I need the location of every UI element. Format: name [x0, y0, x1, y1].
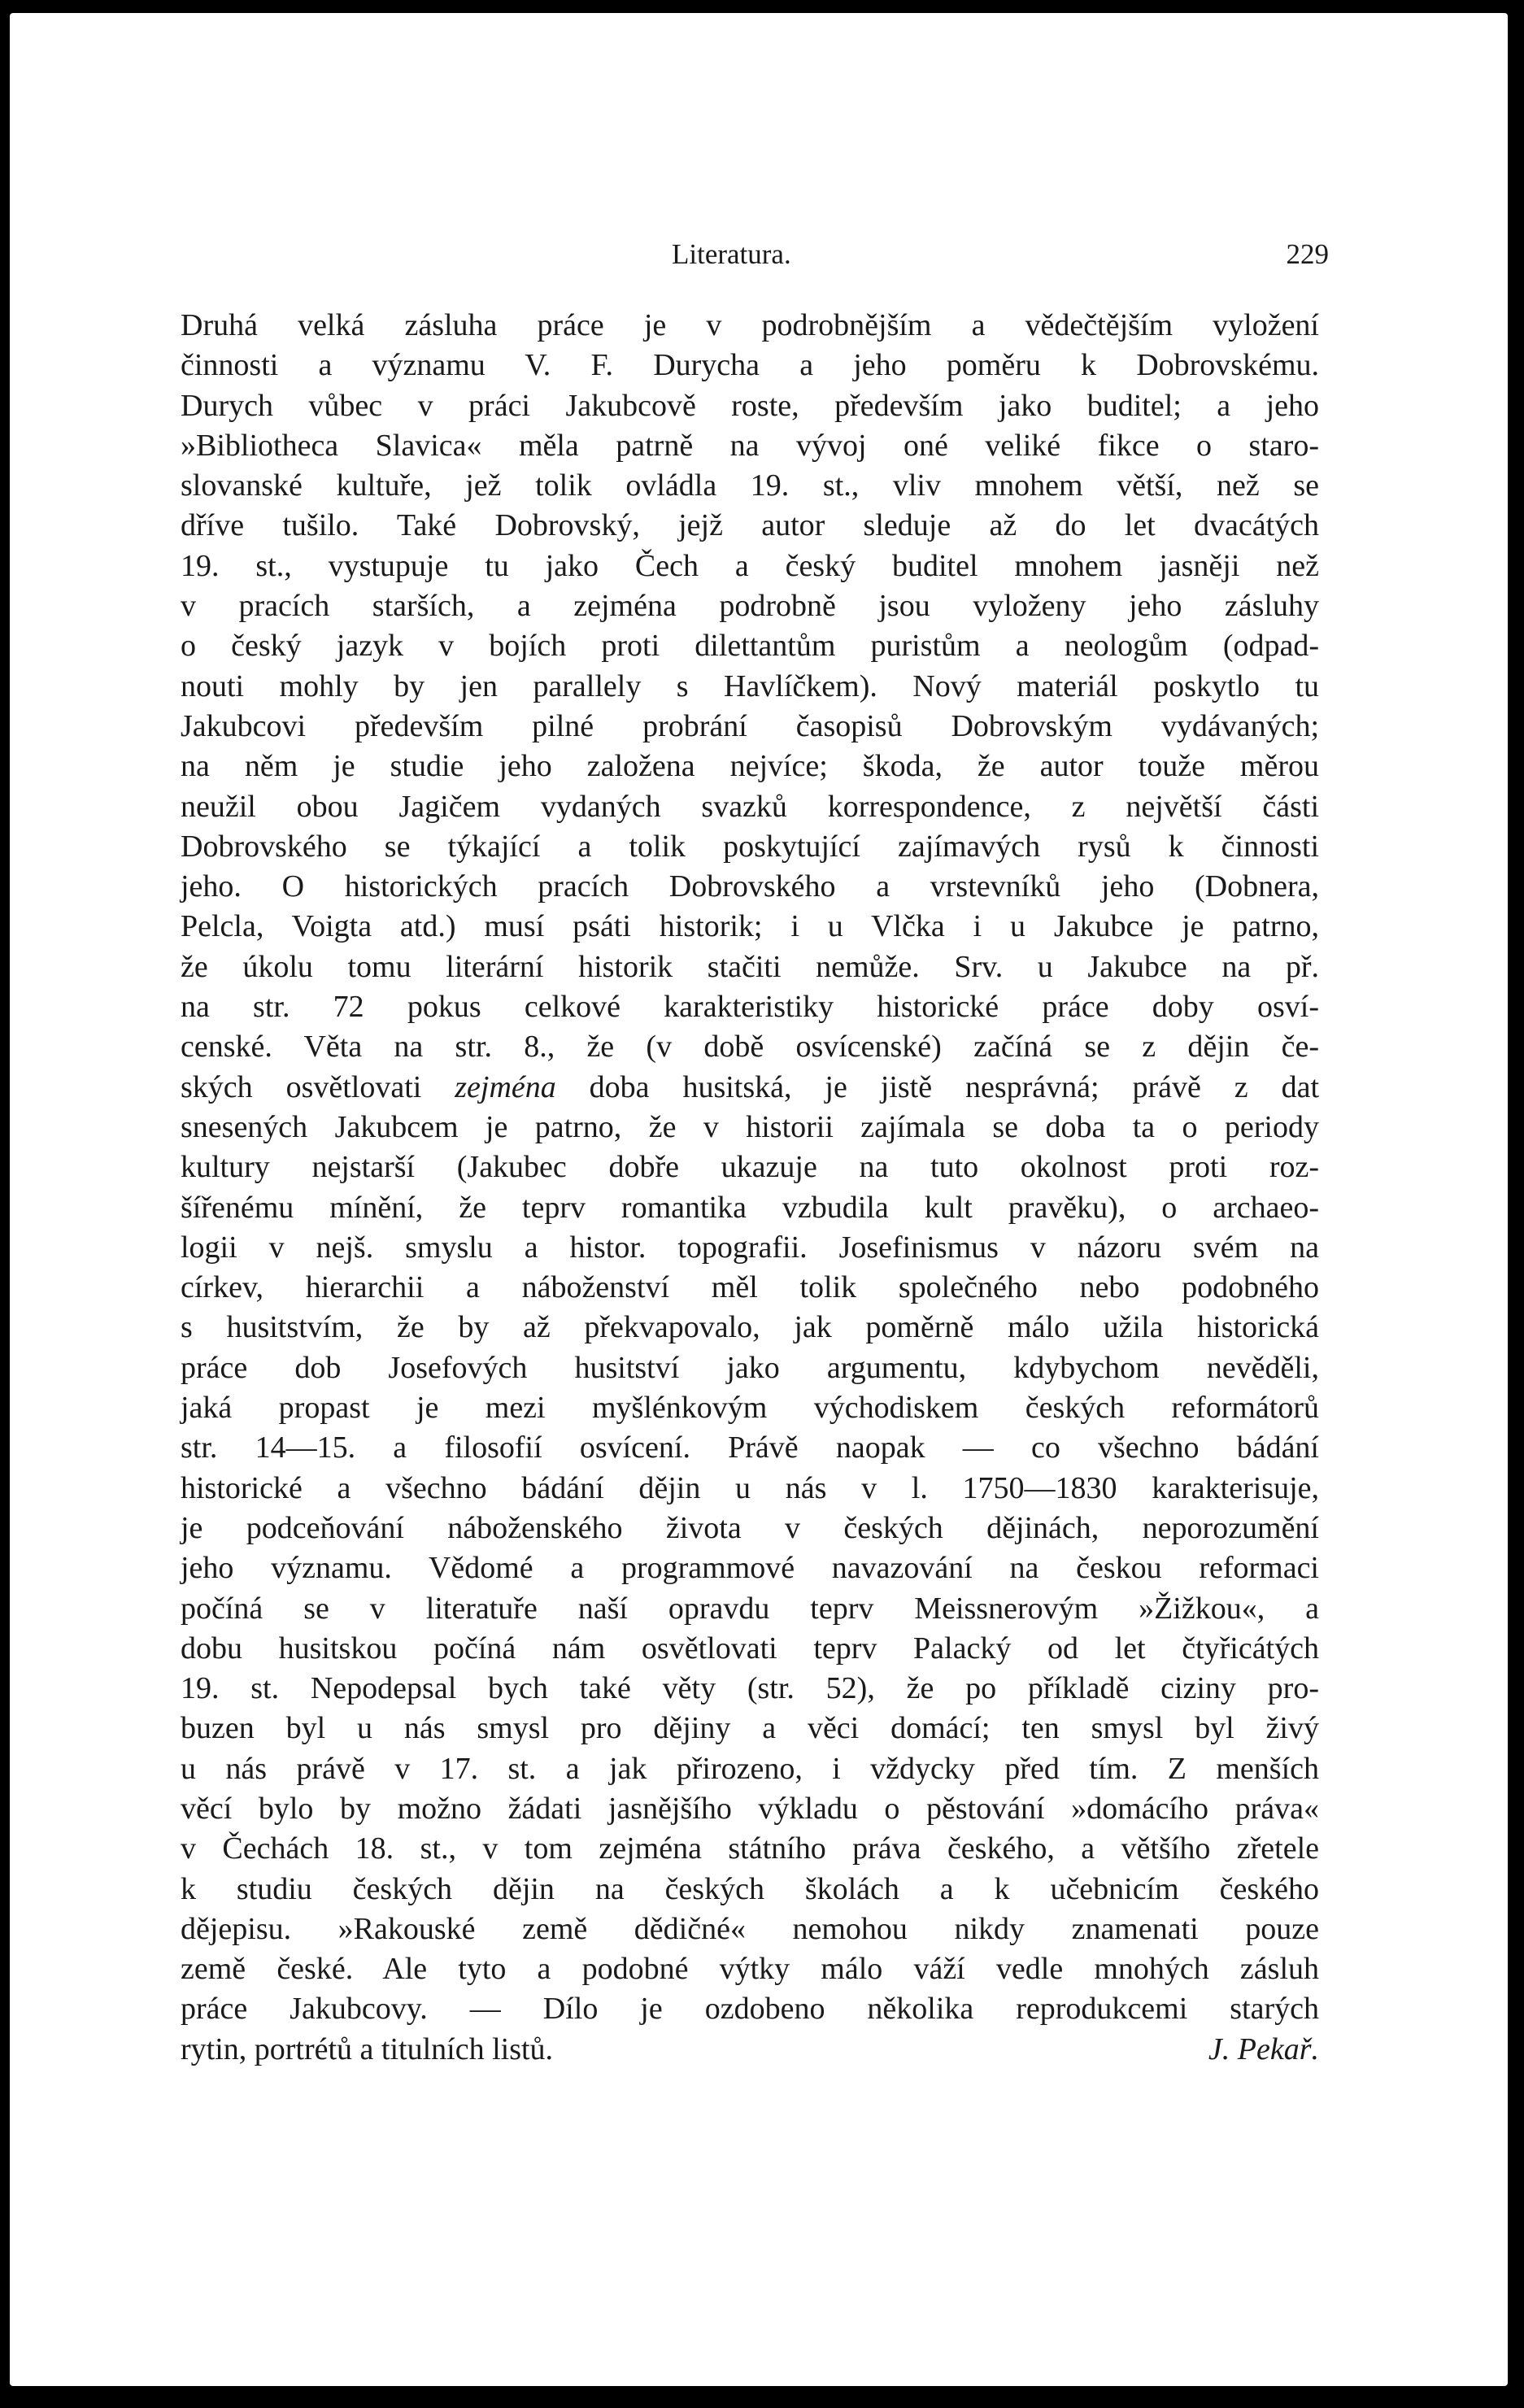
- text-line: u nás právě v 17. st. a jak přirozeno, i vždycky před tím. Z menších: [181, 1751, 1319, 1786]
- text-line: země české. Ale tyto a podobné výtky málo váží vedle mnohých zásluh: [181, 1952, 1319, 1987]
- text-line-with-emphasis: [181, 1068, 1319, 1108]
- text-line: dobu husitskou počíná nám osvětlovati teprv Palacký od let čtyřicátých: [181, 1631, 1319, 1666]
- text-line: kultury nejstarší (Jakubec dobře ukazuje na tuto okolnost proti roz-: [181, 1150, 1319, 1185]
- text-line: neužil obou Jagičem vydaných svazků korrespondence, z největší části: [181, 789, 1319, 824]
- text-line: Dobrovského se týkající a tolik poskytující zajímavých rysů k činnosti: [181, 829, 1319, 864]
- text-line: logii v nejš. smyslu a histor. topografii. Josefinismus v názoru svém na: [181, 1230, 1319, 1265]
- text-line: na něm je studie jeho založena nejvíce; škoda, že autor touže měrou: [181, 749, 1319, 784]
- text-line: jaká propast je mezi myšlénkovým východiskem českých reformátorů: [181, 1391, 1319, 1426]
- running-title: Literatura.: [672, 238, 791, 270]
- text-line: na str. 72 pokus celkové karakteristiky historické práce doby osví-: [181, 990, 1319, 1025]
- text-line: 19. st., vystupuje tu jako Čech a český buditel mnohem jasněji než: [181, 548, 1319, 583]
- text-line: práce dob Josefových husitství jako argumentu, kdybychom nevěděli,: [181, 1350, 1319, 1385]
- page-number: 229: [1286, 238, 1329, 270]
- text-line: slovanské kultuře, jež tolik ovládla 19. st., vliv mnohem větší, než se: [181, 468, 1319, 503]
- text-line: Pelcla, Voigta atd.) musí psáti historik; i u Vlčka i u Jakubce je patrno,: [181, 909, 1319, 944]
- text-line: jeho. O historických pracích Dobrovského a vrstevníků jeho (Dobnera,: [181, 869, 1319, 904]
- text-line: s husitstvím, že by až překvapovalo, jak poměrně málo užila historická: [181, 1310, 1319, 1345]
- text-line: 19. st. Nepodepsal bych také věty (str. 52), že po příkladě ciziny pro-: [181, 1671, 1319, 1706]
- text-line: v pracích starších, a zejména podrobně jsou vyloženy jeho zásluhy: [181, 589, 1319, 624]
- text-line: censké. Věta na str. 8., že (v době osvícenské) začíná se z dějin če-: [181, 1030, 1319, 1065]
- text-line: o český jazyk v bojích proti dilettantům puristům a neologům (odpad-: [181, 629, 1319, 664]
- text-line: je podceňování náboženského života v českých dějinách, neporozumění: [181, 1510, 1319, 1545]
- text-line: Jakubcovi především pilné probrání časopisů Dobrovským vydávaných;: [181, 708, 1319, 743]
- text-line: str. 14—15. a filosofií osvícení. Právě naopak — co všechno bádání: [181, 1430, 1319, 1465]
- text-line: historické a všechno bádání dějin u nás v l. 1750—1830 karakterisuje,: [181, 1470, 1319, 1505]
- text-line: práce Jakubcovy. — Dílo je ozdobeno několika reprodukcemi starých: [181, 1992, 1319, 2027]
- text-line: že úkolu tomu literární historik stačiti nemůže. Srv. u Jakubce na př.: [181, 949, 1319, 984]
- text-line: počíná se v literatuře naší opravdu teprv Meissnerovým »Žižkou«, a: [181, 1591, 1319, 1626]
- text-line: v Čechách 18. st., v tom zejména státního práva českého, a většího zřetele: [181, 1831, 1319, 1866]
- text-line: nouti mohly by jen parallely s Havlíčkem). Nový materiál poskytlo tu: [181, 668, 1319, 703]
- text-line: dějepisu. »Rakouské země dědičné« nemohou nikdy znamenati pouze: [181, 1911, 1319, 1946]
- author-signature: J. Pekař.: [1208, 2031, 1319, 2066]
- text-line: církev, hierarchii a náboženství měl tolik společného nebo podobného: [181, 1270, 1319, 1305]
- final-line: [181, 2030, 1319, 2070]
- text-line: činnosti a významu V. F. Durycha a jeho poměru k Dobrovskému.: [181, 348, 1319, 383]
- text-line: k studiu českých dějin na českých školách a k učebnicím českého: [181, 1871, 1319, 1906]
- text-line: Druhá velká zásluha práce je v podrobnějším a vědečtějším vyložení: [181, 308, 1319, 342]
- text-segment: doba husitská, je jistě nesprávná; právě z dat: [555, 1069, 1320, 1104]
- text-line: Durych vůbec v práci Jakubcově roste, především jako buditel; a jeho: [181, 388, 1319, 423]
- text-line: dříve tušilo. Také Dobrovský, jejž autor sleduje až do let dvacátých: [181, 508, 1319, 543]
- text-line: šířenému mínění, že teprv romantika vzbudila kult pravěku), o archaeo-: [181, 1190, 1319, 1225]
- text-segment: ských osvětlovati: [181, 1069, 455, 1104]
- emphasis-zejmena: zejména: [455, 1069, 556, 1104]
- text-line: jeho významu. Vědomé a programmové navazování na českou reformaci: [181, 1551, 1319, 1586]
- text-line: buzen byl u nás smysl pro dějiny a věci domácí; ten smysl byl živý: [181, 1711, 1319, 1746]
- review-body: [181, 306, 1319, 2070]
- text-line: »Bibliotheca Slavica« měla patrně na vývoj oné veliké fikce o staro-: [181, 428, 1319, 463]
- page-header: [190, 238, 1329, 274]
- text-line: snesených Jakubcem je patrno, že v historii zajímala se doba ta o periody: [181, 1109, 1319, 1144]
- text-segment: rytin, portrétů a titulních listů.: [181, 2031, 554, 2066]
- text-line: věcí bylo by možno žádati jasnějšího výkladu o pěstování »domácího práva«: [181, 1791, 1319, 1826]
